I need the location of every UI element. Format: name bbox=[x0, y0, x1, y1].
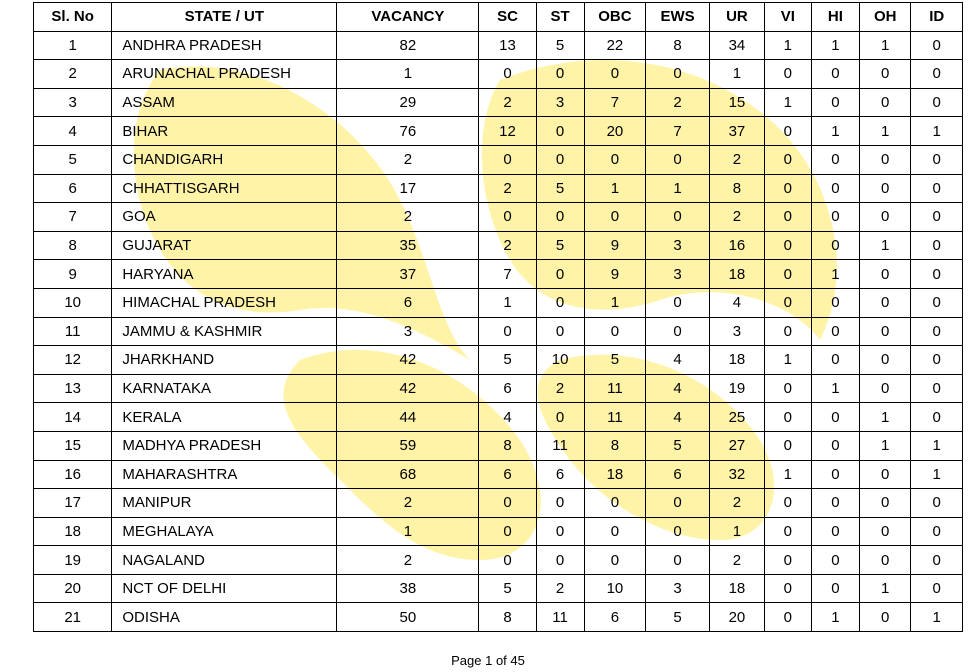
table-cell: 0 bbox=[859, 203, 910, 232]
table-cell: 0 bbox=[536, 546, 584, 575]
table-cell: 12 bbox=[34, 346, 112, 375]
table-cell: 2 bbox=[337, 203, 479, 232]
state-cell: ASSAM bbox=[112, 88, 337, 117]
state-cell: CHANDIGARH bbox=[112, 145, 337, 174]
table-cell: 6 bbox=[479, 460, 536, 489]
table-cell: 2 bbox=[646, 88, 710, 117]
table-cell: 1 bbox=[811, 117, 859, 146]
table-cell: 0 bbox=[646, 203, 710, 232]
table-cell: 1 bbox=[859, 403, 910, 432]
table-cell: 4 bbox=[34, 117, 112, 146]
table-cell: 21 bbox=[34, 603, 112, 632]
table-cell: 0 bbox=[646, 489, 710, 518]
table-cell: 1 bbox=[764, 346, 811, 375]
column-header: UR bbox=[710, 3, 765, 32]
table-cell: 0 bbox=[536, 288, 584, 317]
state-cell: NCT OF DELHI bbox=[112, 574, 337, 603]
state-cell: ODISHA bbox=[112, 603, 337, 632]
table-cell: 2 bbox=[710, 489, 765, 518]
table-cell: 68 bbox=[337, 460, 479, 489]
table-cell: 1 bbox=[710, 60, 765, 89]
table-cell: 0 bbox=[479, 546, 536, 575]
table-cell: 5 bbox=[584, 346, 646, 375]
table-row bbox=[34, 174, 963, 203]
table-cell: 0 bbox=[584, 489, 646, 518]
table-cell: 0 bbox=[859, 603, 910, 632]
table-cell: 0 bbox=[811, 574, 859, 603]
table-cell: 1 bbox=[911, 460, 963, 489]
table-cell: 0 bbox=[911, 145, 963, 174]
table-cell: 9 bbox=[584, 231, 646, 260]
table-cell: 7 bbox=[646, 117, 710, 146]
table-cell: 0 bbox=[764, 489, 811, 518]
table-cell: 0 bbox=[911, 489, 963, 518]
table-cell: 5 bbox=[536, 31, 584, 60]
page-footer: Page 1 of 45 bbox=[451, 653, 525, 668]
table-cell: 1 bbox=[859, 574, 910, 603]
table-cell: 0 bbox=[911, 288, 963, 317]
table-cell: 2 bbox=[710, 546, 765, 575]
vacancy-table bbox=[33, 2, 963, 632]
table-cell: 0 bbox=[911, 174, 963, 203]
state-cell: BIHAR bbox=[112, 117, 337, 146]
table-cell: 6 bbox=[536, 460, 584, 489]
table-cell: 1 bbox=[764, 31, 811, 60]
table-cell: 0 bbox=[811, 346, 859, 375]
table-cell: 0 bbox=[536, 203, 584, 232]
table-cell: 1 bbox=[584, 288, 646, 317]
table-cell: 2 bbox=[337, 489, 479, 518]
state-cell: MANIPUR bbox=[112, 489, 337, 518]
table-cell: 19 bbox=[710, 374, 765, 403]
table-cell: 8 bbox=[584, 431, 646, 460]
table-cell: 32 bbox=[710, 460, 765, 489]
table-cell: 1 bbox=[584, 174, 646, 203]
table-cell: 35 bbox=[337, 231, 479, 260]
table-cell: 0 bbox=[764, 203, 811, 232]
table-cell: 0 bbox=[811, 288, 859, 317]
table-cell: 0 bbox=[811, 60, 859, 89]
table-cell: 29 bbox=[337, 88, 479, 117]
table-cell: 0 bbox=[646, 60, 710, 89]
column-header: Sl. No bbox=[34, 3, 112, 32]
state-cell: KARNATAKA bbox=[112, 374, 337, 403]
table-cell: 1 bbox=[646, 174, 710, 203]
table-cell: 0 bbox=[764, 517, 811, 546]
table-cell: 0 bbox=[764, 403, 811, 432]
table-cell: 0 bbox=[764, 117, 811, 146]
table-cell: 1 bbox=[859, 231, 910, 260]
table-cell: 1 bbox=[764, 88, 811, 117]
column-header: SC bbox=[479, 3, 536, 32]
table-cell: 5 bbox=[34, 145, 112, 174]
table-cell: 0 bbox=[911, 546, 963, 575]
table-row bbox=[34, 260, 963, 289]
table-cell: 42 bbox=[337, 374, 479, 403]
column-header: EWS bbox=[646, 3, 710, 32]
table-cell: 0 bbox=[911, 88, 963, 117]
table-cell: 0 bbox=[911, 574, 963, 603]
table-cell: 0 bbox=[764, 145, 811, 174]
table-cell: 9 bbox=[34, 260, 112, 289]
state-cell: JHARKHAND bbox=[112, 346, 337, 375]
table-cell: 76 bbox=[337, 117, 479, 146]
table-cell: 0 bbox=[859, 546, 910, 575]
table-cell: 6 bbox=[34, 174, 112, 203]
table-cell: 1 bbox=[337, 60, 479, 89]
table-cell: 10 bbox=[584, 574, 646, 603]
table-cell: 0 bbox=[536, 60, 584, 89]
table-row bbox=[34, 231, 963, 260]
column-header: VI bbox=[764, 3, 811, 32]
table-cell: 0 bbox=[646, 288, 710, 317]
table-cell: 0 bbox=[536, 145, 584, 174]
table-cell: 2 bbox=[536, 374, 584, 403]
state-cell: GUJARAT bbox=[112, 231, 337, 260]
table-cell: 16 bbox=[34, 460, 112, 489]
table-cell: 7 bbox=[34, 203, 112, 232]
table-cell: 8 bbox=[710, 174, 765, 203]
table-cell: 0 bbox=[536, 260, 584, 289]
state-cell: HIMACHAL PRADESH bbox=[112, 288, 337, 317]
table-cell: 0 bbox=[536, 403, 584, 432]
table-cell: 4 bbox=[479, 403, 536, 432]
table-cell: 0 bbox=[811, 403, 859, 432]
table-cell: 0 bbox=[536, 117, 584, 146]
table-cell: 0 bbox=[859, 88, 910, 117]
table-cell: 0 bbox=[764, 260, 811, 289]
table-cell: 1 bbox=[337, 517, 479, 546]
table-cell: 1 bbox=[710, 517, 765, 546]
table-row bbox=[34, 145, 963, 174]
header-row bbox=[34, 3, 963, 32]
table-cell: 17 bbox=[34, 489, 112, 518]
table-cell: 2 bbox=[337, 145, 479, 174]
table-cell: 6 bbox=[646, 460, 710, 489]
table-row bbox=[34, 489, 963, 518]
table-cell: 2 bbox=[536, 574, 584, 603]
table-cell: 0 bbox=[811, 517, 859, 546]
table-cell: 0 bbox=[859, 374, 910, 403]
table-cell: 0 bbox=[764, 60, 811, 89]
table-cell: 13 bbox=[479, 31, 536, 60]
table-cell: 2 bbox=[479, 174, 536, 203]
table-cell: 42 bbox=[337, 346, 479, 375]
table-cell: 2 bbox=[479, 231, 536, 260]
table-cell: 18 bbox=[710, 260, 765, 289]
column-header: OBC bbox=[584, 3, 646, 32]
table-cell: 19 bbox=[34, 546, 112, 575]
table-cell: 3 bbox=[710, 317, 765, 346]
table-cell: 22 bbox=[584, 31, 646, 60]
table-cell: 15 bbox=[710, 88, 765, 117]
table-cell: 1 bbox=[479, 288, 536, 317]
table-cell: 0 bbox=[479, 489, 536, 518]
table-cell: 6 bbox=[479, 374, 536, 403]
table-cell: 0 bbox=[911, 374, 963, 403]
table-cell: 7 bbox=[584, 88, 646, 117]
table-cell: 8 bbox=[479, 431, 536, 460]
table-body bbox=[34, 31, 963, 631]
table-cell: 0 bbox=[646, 517, 710, 546]
table-row bbox=[34, 460, 963, 489]
state-cell: MEGHALAYA bbox=[112, 517, 337, 546]
table-cell: 18 bbox=[710, 346, 765, 375]
table-cell: 0 bbox=[536, 317, 584, 346]
table-cell: 0 bbox=[479, 517, 536, 546]
table-cell: 44 bbox=[337, 403, 479, 432]
table-row bbox=[34, 346, 963, 375]
table-cell: 11 bbox=[536, 603, 584, 632]
table-cell: 1 bbox=[911, 603, 963, 632]
table-cell: 16 bbox=[710, 231, 765, 260]
table-cell: 0 bbox=[479, 317, 536, 346]
state-cell: HARYANA bbox=[112, 260, 337, 289]
table-cell: 1 bbox=[811, 31, 859, 60]
table-cell: 5 bbox=[536, 174, 584, 203]
table-cell: 0 bbox=[859, 317, 910, 346]
table-cell: 18 bbox=[710, 574, 765, 603]
table-cell: 1 bbox=[811, 603, 859, 632]
table-cell: 0 bbox=[911, 317, 963, 346]
table-row bbox=[34, 60, 963, 89]
table-cell: 3 bbox=[536, 88, 584, 117]
table-cell: 0 bbox=[859, 517, 910, 546]
table-cell: 0 bbox=[811, 317, 859, 346]
table-cell: 59 bbox=[337, 431, 479, 460]
state-cell: KERALA bbox=[112, 403, 337, 432]
table-row bbox=[34, 88, 963, 117]
state-cell: MADHYA PRADESH bbox=[112, 431, 337, 460]
state-cell: CHHATTISGARH bbox=[112, 174, 337, 203]
table-row bbox=[34, 203, 963, 232]
table-cell: 0 bbox=[764, 317, 811, 346]
table-cell: 3 bbox=[646, 231, 710, 260]
table-cell: 37 bbox=[710, 117, 765, 146]
column-header: OH bbox=[859, 3, 910, 32]
table-cell: 0 bbox=[811, 88, 859, 117]
table-cell: 12 bbox=[479, 117, 536, 146]
table-cell: 8 bbox=[34, 231, 112, 260]
table-cell: 0 bbox=[911, 517, 963, 546]
table-cell: 0 bbox=[646, 317, 710, 346]
table-cell: 11 bbox=[34, 317, 112, 346]
table-cell: 0 bbox=[764, 374, 811, 403]
table-cell: 0 bbox=[764, 574, 811, 603]
table-cell: 11 bbox=[536, 431, 584, 460]
state-cell: GOA bbox=[112, 203, 337, 232]
table-cell: 0 bbox=[479, 203, 536, 232]
table-cell: 0 bbox=[536, 517, 584, 546]
table-cell: 4 bbox=[710, 288, 765, 317]
table-cell: 0 bbox=[811, 431, 859, 460]
table-cell: 18 bbox=[584, 460, 646, 489]
table-cell: 0 bbox=[646, 145, 710, 174]
table-cell: 1 bbox=[911, 117, 963, 146]
table-cell: 25 bbox=[710, 403, 765, 432]
table-cell: 3 bbox=[34, 88, 112, 117]
table-cell: 5 bbox=[479, 346, 536, 375]
table-cell: 0 bbox=[859, 260, 910, 289]
table-row bbox=[34, 288, 963, 317]
table-cell: 1 bbox=[859, 31, 910, 60]
table-cell: 0 bbox=[911, 231, 963, 260]
column-header: VACANCY bbox=[337, 3, 479, 32]
table-row bbox=[34, 431, 963, 460]
state-cell: ANDHRA PRADESH bbox=[112, 31, 337, 60]
table-cell: 0 bbox=[764, 431, 811, 460]
table-cell: 4 bbox=[646, 374, 710, 403]
table-cell: 0 bbox=[584, 60, 646, 89]
table-cell: 0 bbox=[584, 517, 646, 546]
state-cell: ARUNACHAL PRADESH bbox=[112, 60, 337, 89]
table-cell: 0 bbox=[811, 231, 859, 260]
table-cell: 0 bbox=[859, 145, 910, 174]
table-row bbox=[34, 574, 963, 603]
table-cell: 0 bbox=[764, 603, 811, 632]
column-header: STATE / UT bbox=[112, 3, 337, 32]
table-cell: 0 bbox=[911, 403, 963, 432]
table-cell: 14 bbox=[34, 403, 112, 432]
table-cell: 0 bbox=[584, 317, 646, 346]
table-cell: 82 bbox=[337, 31, 479, 60]
table-row bbox=[34, 374, 963, 403]
table-cell: 2 bbox=[710, 203, 765, 232]
state-cell: JAMMU & KASHMIR bbox=[112, 317, 337, 346]
table-cell: 20 bbox=[584, 117, 646, 146]
table-row bbox=[34, 317, 963, 346]
state-cell: MAHARASHTRA bbox=[112, 460, 337, 489]
table-cell: 0 bbox=[584, 546, 646, 575]
table-cell: 0 bbox=[764, 231, 811, 260]
table-cell: 0 bbox=[911, 260, 963, 289]
table-cell: 8 bbox=[479, 603, 536, 632]
table-cell: 0 bbox=[811, 145, 859, 174]
table-cell: 0 bbox=[859, 174, 910, 203]
table-cell: 0 bbox=[811, 489, 859, 518]
table-cell: 2 bbox=[34, 60, 112, 89]
table-cell: 1 bbox=[764, 460, 811, 489]
table-cell: 20 bbox=[34, 574, 112, 603]
table-cell: 1 bbox=[34, 31, 112, 60]
table-cell: 4 bbox=[646, 403, 710, 432]
table-cell: 3 bbox=[646, 574, 710, 603]
table-cell: 0 bbox=[859, 346, 910, 375]
table-cell: 27 bbox=[710, 431, 765, 460]
table-cell: 0 bbox=[479, 60, 536, 89]
state-cell: NAGALAND bbox=[112, 546, 337, 575]
table-cell: 0 bbox=[911, 60, 963, 89]
table-row bbox=[34, 403, 963, 432]
table-cell: 2 bbox=[710, 145, 765, 174]
table-row bbox=[34, 31, 963, 60]
table-cell: 0 bbox=[764, 288, 811, 317]
table-cell: 0 bbox=[811, 203, 859, 232]
table-cell: 2 bbox=[337, 546, 479, 575]
table-cell: 0 bbox=[811, 460, 859, 489]
column-header: ST bbox=[536, 3, 584, 32]
table-cell: 50 bbox=[337, 603, 479, 632]
table-cell: 0 bbox=[911, 31, 963, 60]
column-header: HI bbox=[811, 3, 859, 32]
table-row bbox=[34, 546, 963, 575]
table-cell: 0 bbox=[764, 174, 811, 203]
table-cell: 5 bbox=[646, 603, 710, 632]
table-cell: 10 bbox=[34, 288, 112, 317]
table-row bbox=[34, 517, 963, 546]
table-row bbox=[34, 603, 963, 632]
table-cell: 0 bbox=[764, 546, 811, 575]
table-cell: 20 bbox=[710, 603, 765, 632]
table-cell: 0 bbox=[811, 546, 859, 575]
table-row bbox=[34, 117, 963, 146]
table-cell: 37 bbox=[337, 260, 479, 289]
table-cell: 0 bbox=[859, 60, 910, 89]
table-cell: 18 bbox=[34, 517, 112, 546]
table-cell: 0 bbox=[646, 546, 710, 575]
table-cell: 2 bbox=[479, 88, 536, 117]
table-cell: 38 bbox=[337, 574, 479, 603]
table-cell: 3 bbox=[646, 260, 710, 289]
table-cell: 0 bbox=[859, 489, 910, 518]
table-cell: 15 bbox=[34, 431, 112, 460]
table-cell: 0 bbox=[811, 174, 859, 203]
table-cell: 17 bbox=[337, 174, 479, 203]
table-cell: 0 bbox=[479, 145, 536, 174]
table-cell: 5 bbox=[536, 231, 584, 260]
table-cell: 0 bbox=[911, 346, 963, 375]
table-cell: 0 bbox=[859, 288, 910, 317]
table-cell: 6 bbox=[337, 288, 479, 317]
table-cell: 10 bbox=[536, 346, 584, 375]
table-cell: 7 bbox=[479, 260, 536, 289]
table-cell: 9 bbox=[584, 260, 646, 289]
table-cell: 4 bbox=[646, 346, 710, 375]
table-cell: 1 bbox=[811, 374, 859, 403]
table-cell: 0 bbox=[536, 489, 584, 518]
table-cell: 1 bbox=[911, 431, 963, 460]
table-cell: 5 bbox=[646, 431, 710, 460]
column-header: ID bbox=[911, 3, 963, 32]
table-cell: 0 bbox=[911, 203, 963, 232]
table-cell: 0 bbox=[584, 203, 646, 232]
table-cell: 34 bbox=[710, 31, 765, 60]
table-cell: 8 bbox=[646, 31, 710, 60]
table-cell: 1 bbox=[859, 117, 910, 146]
table-cell: 6 bbox=[584, 603, 646, 632]
table-cell: 5 bbox=[479, 574, 536, 603]
table-cell: 0 bbox=[584, 145, 646, 174]
table-cell: 0 bbox=[859, 460, 910, 489]
table-cell: 11 bbox=[584, 403, 646, 432]
table-cell: 1 bbox=[811, 260, 859, 289]
table-cell: 3 bbox=[337, 317, 479, 346]
table-cell: 13 bbox=[34, 374, 112, 403]
table-cell: 11 bbox=[584, 374, 646, 403]
table-cell: 1 bbox=[859, 431, 910, 460]
